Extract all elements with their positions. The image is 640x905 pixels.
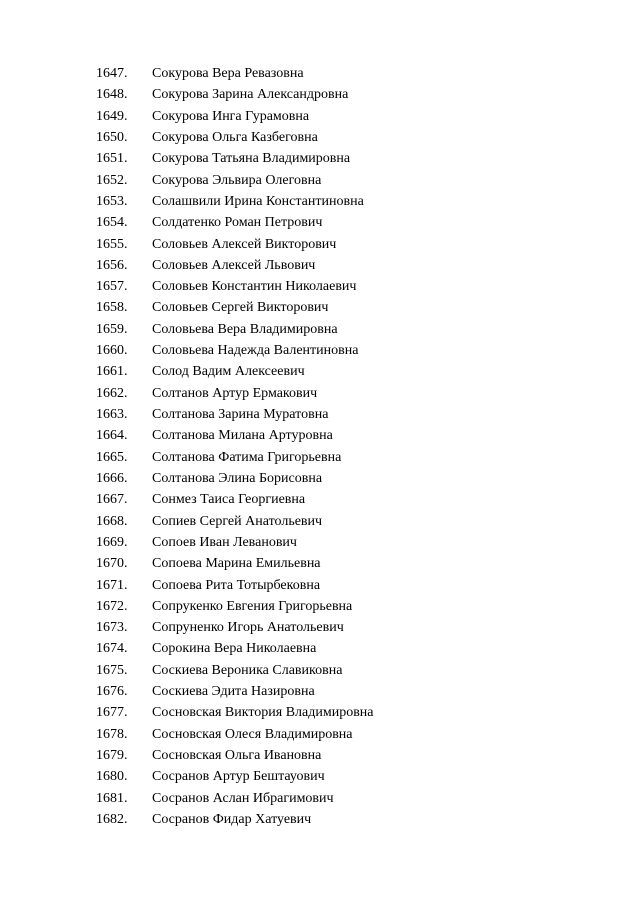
entry-name: Солтанова Фатима Григорьевна	[152, 449, 342, 465]
list-item	[96, 361, 374, 382]
list-item	[96, 148, 374, 169]
entry-number: 1682.	[96, 811, 128, 827]
list-item	[96, 745, 374, 766]
list-item	[96, 788, 374, 809]
entry-number: 1667.	[96, 492, 128, 508]
entry-name: Соловьев Сергей Викторович	[152, 300, 329, 316]
list-item	[96, 297, 374, 318]
entry-number: 1675.	[96, 662, 128, 678]
list-item	[96, 553, 374, 574]
entry-number: 1657.	[96, 279, 128, 295]
entry-number: 1669.	[96, 534, 128, 550]
list-item	[96, 596, 374, 617]
entry-name: Сокурова Эльвира Олеговна	[152, 172, 322, 188]
list-item	[96, 638, 374, 659]
list-item	[96, 724, 374, 745]
entry-number: 1677.	[96, 705, 128, 721]
entry-name: Сопруненко Игорь Анатольевич	[152, 620, 344, 636]
list-item	[96, 617, 374, 638]
entry-number: 1679.	[96, 748, 128, 763]
entry-number: 1656.	[96, 257, 128, 273]
entry-name: Солдатенко Роман Петрович	[152, 215, 323, 231]
entry-number: 1651.	[96, 151, 128, 167]
list-item	[96, 809, 374, 830]
entry-name: Сокурова Татьяна Владимировна	[152, 151, 351, 167]
name-list	[96, 63, 374, 830]
entry-name: Сопиев Сергей Анатольевич	[152, 513, 323, 529]
entry-name: Сосновская Олеся Владимировна	[152, 726, 353, 742]
entry-name: Солашвили Ирина Константиновна	[152, 193, 364, 209]
entry-number: 1648.	[96, 87, 128, 103]
entry-name: Сокурова Вера Ревазовна	[152, 66, 304, 81]
entry-name: Солтанов Артур Ермакович	[152, 385, 318, 401]
list-item	[96, 468, 374, 489]
list-item	[96, 340, 374, 361]
list-item	[96, 234, 374, 255]
list-item	[96, 681, 374, 702]
entry-number: 1661.	[96, 364, 128, 380]
entry-name: Соловьев Алексей Викторович	[152, 236, 337, 252]
entry-name: Солтанова Элина Борисовна	[152, 470, 323, 486]
entry-name: Соскиева Вероника Славиковна	[152, 662, 343, 678]
entry-name: Сопоева Рита Тотырбековна	[152, 577, 321, 593]
entry-name: Сорокина Вера Николаевна	[152, 641, 317, 657]
entry-number: 1670.	[96, 556, 128, 572]
entry-name: Сокурова Зарина Александровна	[152, 87, 349, 103]
list-item	[96, 319, 374, 340]
list-item	[96, 127, 374, 148]
entry-name: Сосранов Фидар Хатуевич	[152, 811, 312, 827]
entry-name: Сонмез Таиса Георгиевна	[152, 492, 306, 508]
list-item	[96, 447, 374, 468]
entry-number: 1653.	[96, 193, 128, 209]
entry-number: 1672.	[96, 598, 128, 614]
list-item	[96, 532, 374, 553]
entry-number: 1681.	[96, 790, 128, 806]
entry-number: 1668.	[96, 513, 128, 529]
entry-number: 1663.	[96, 407, 128, 422]
entry-number: 1647.	[96, 66, 128, 81]
entry-name: Сокурова Ольга Казбеговна	[152, 129, 318, 145]
entry-name: Сосновская Ольга Ивановна	[152, 748, 322, 763]
entry-number: 1662.	[96, 385, 128, 401]
entry-name: Соловьев Константин Николаевич	[152, 279, 357, 295]
entry-name: Сопоев Иван Леванович	[152, 534, 297, 550]
entry-number: 1649.	[96, 108, 128, 124]
entry-name: Солтанова Зарина Муратовна	[152, 407, 329, 422]
entry-number: 1659.	[96, 321, 128, 337]
list-item	[96, 84, 374, 105]
entry-name: Сосранов Артур Бештауович	[152, 769, 325, 785]
entry-number: 1674.	[96, 641, 128, 657]
entry-number: 1658.	[96, 300, 128, 316]
entry-number: 1678.	[96, 726, 128, 742]
list-item	[96, 404, 374, 425]
list-item	[96, 575, 374, 596]
entry-number: 1680.	[96, 769, 128, 785]
entry-number: 1650.	[96, 129, 128, 145]
entry-number: 1664.	[96, 428, 128, 444]
entry-name: Соскиева Эдита Назировна	[152, 684, 315, 700]
entry-number: 1676.	[96, 684, 128, 700]
entry-number: 1660.	[96, 343, 128, 359]
list-item	[96, 170, 374, 191]
entry-name: Сопрукенко Евгения Григорьевна	[152, 598, 353, 614]
entry-name: Сокурова Инга Гурамовна	[152, 108, 310, 124]
entry-name: Сосранов Аслан Ибрагимович	[152, 790, 334, 806]
entry-number: 1655.	[96, 236, 128, 252]
list-item	[96, 425, 374, 446]
list-item	[96, 660, 374, 681]
entry-name: Соловьева Надежда Валентиновна	[152, 343, 359, 359]
list-item	[96, 489, 374, 510]
list-item	[96, 106, 374, 127]
entry-name: Солтанова Милана Артуровна	[152, 428, 333, 444]
entry-number: 1654.	[96, 215, 128, 231]
entry-number: 1673.	[96, 620, 128, 636]
entry-name: Соловьев Алексей Львович	[152, 257, 316, 273]
entry-name: Сопоева Марина Емильевна	[152, 556, 321, 572]
entry-number: 1671.	[96, 577, 128, 593]
entry-number: 1666.	[96, 470, 128, 486]
list-item	[96, 511, 374, 532]
list-item	[96, 383, 374, 404]
entry-name: Соловьева Вера Владимировна	[152, 321, 338, 337]
entry-name: Сосновская Виктория Владимировна	[152, 705, 374, 721]
list-item	[96, 702, 374, 723]
entry-number: 1665.	[96, 449, 128, 465]
list-item	[96, 191, 374, 212]
entry-number: 1652.	[96, 172, 128, 188]
list-item	[96, 276, 374, 297]
list-item	[96, 766, 374, 787]
list-item	[96, 212, 374, 233]
list-item	[96, 63, 374, 84]
list-item	[96, 255, 374, 276]
entry-name: Солод Вадим Алексеевич	[152, 364, 305, 380]
